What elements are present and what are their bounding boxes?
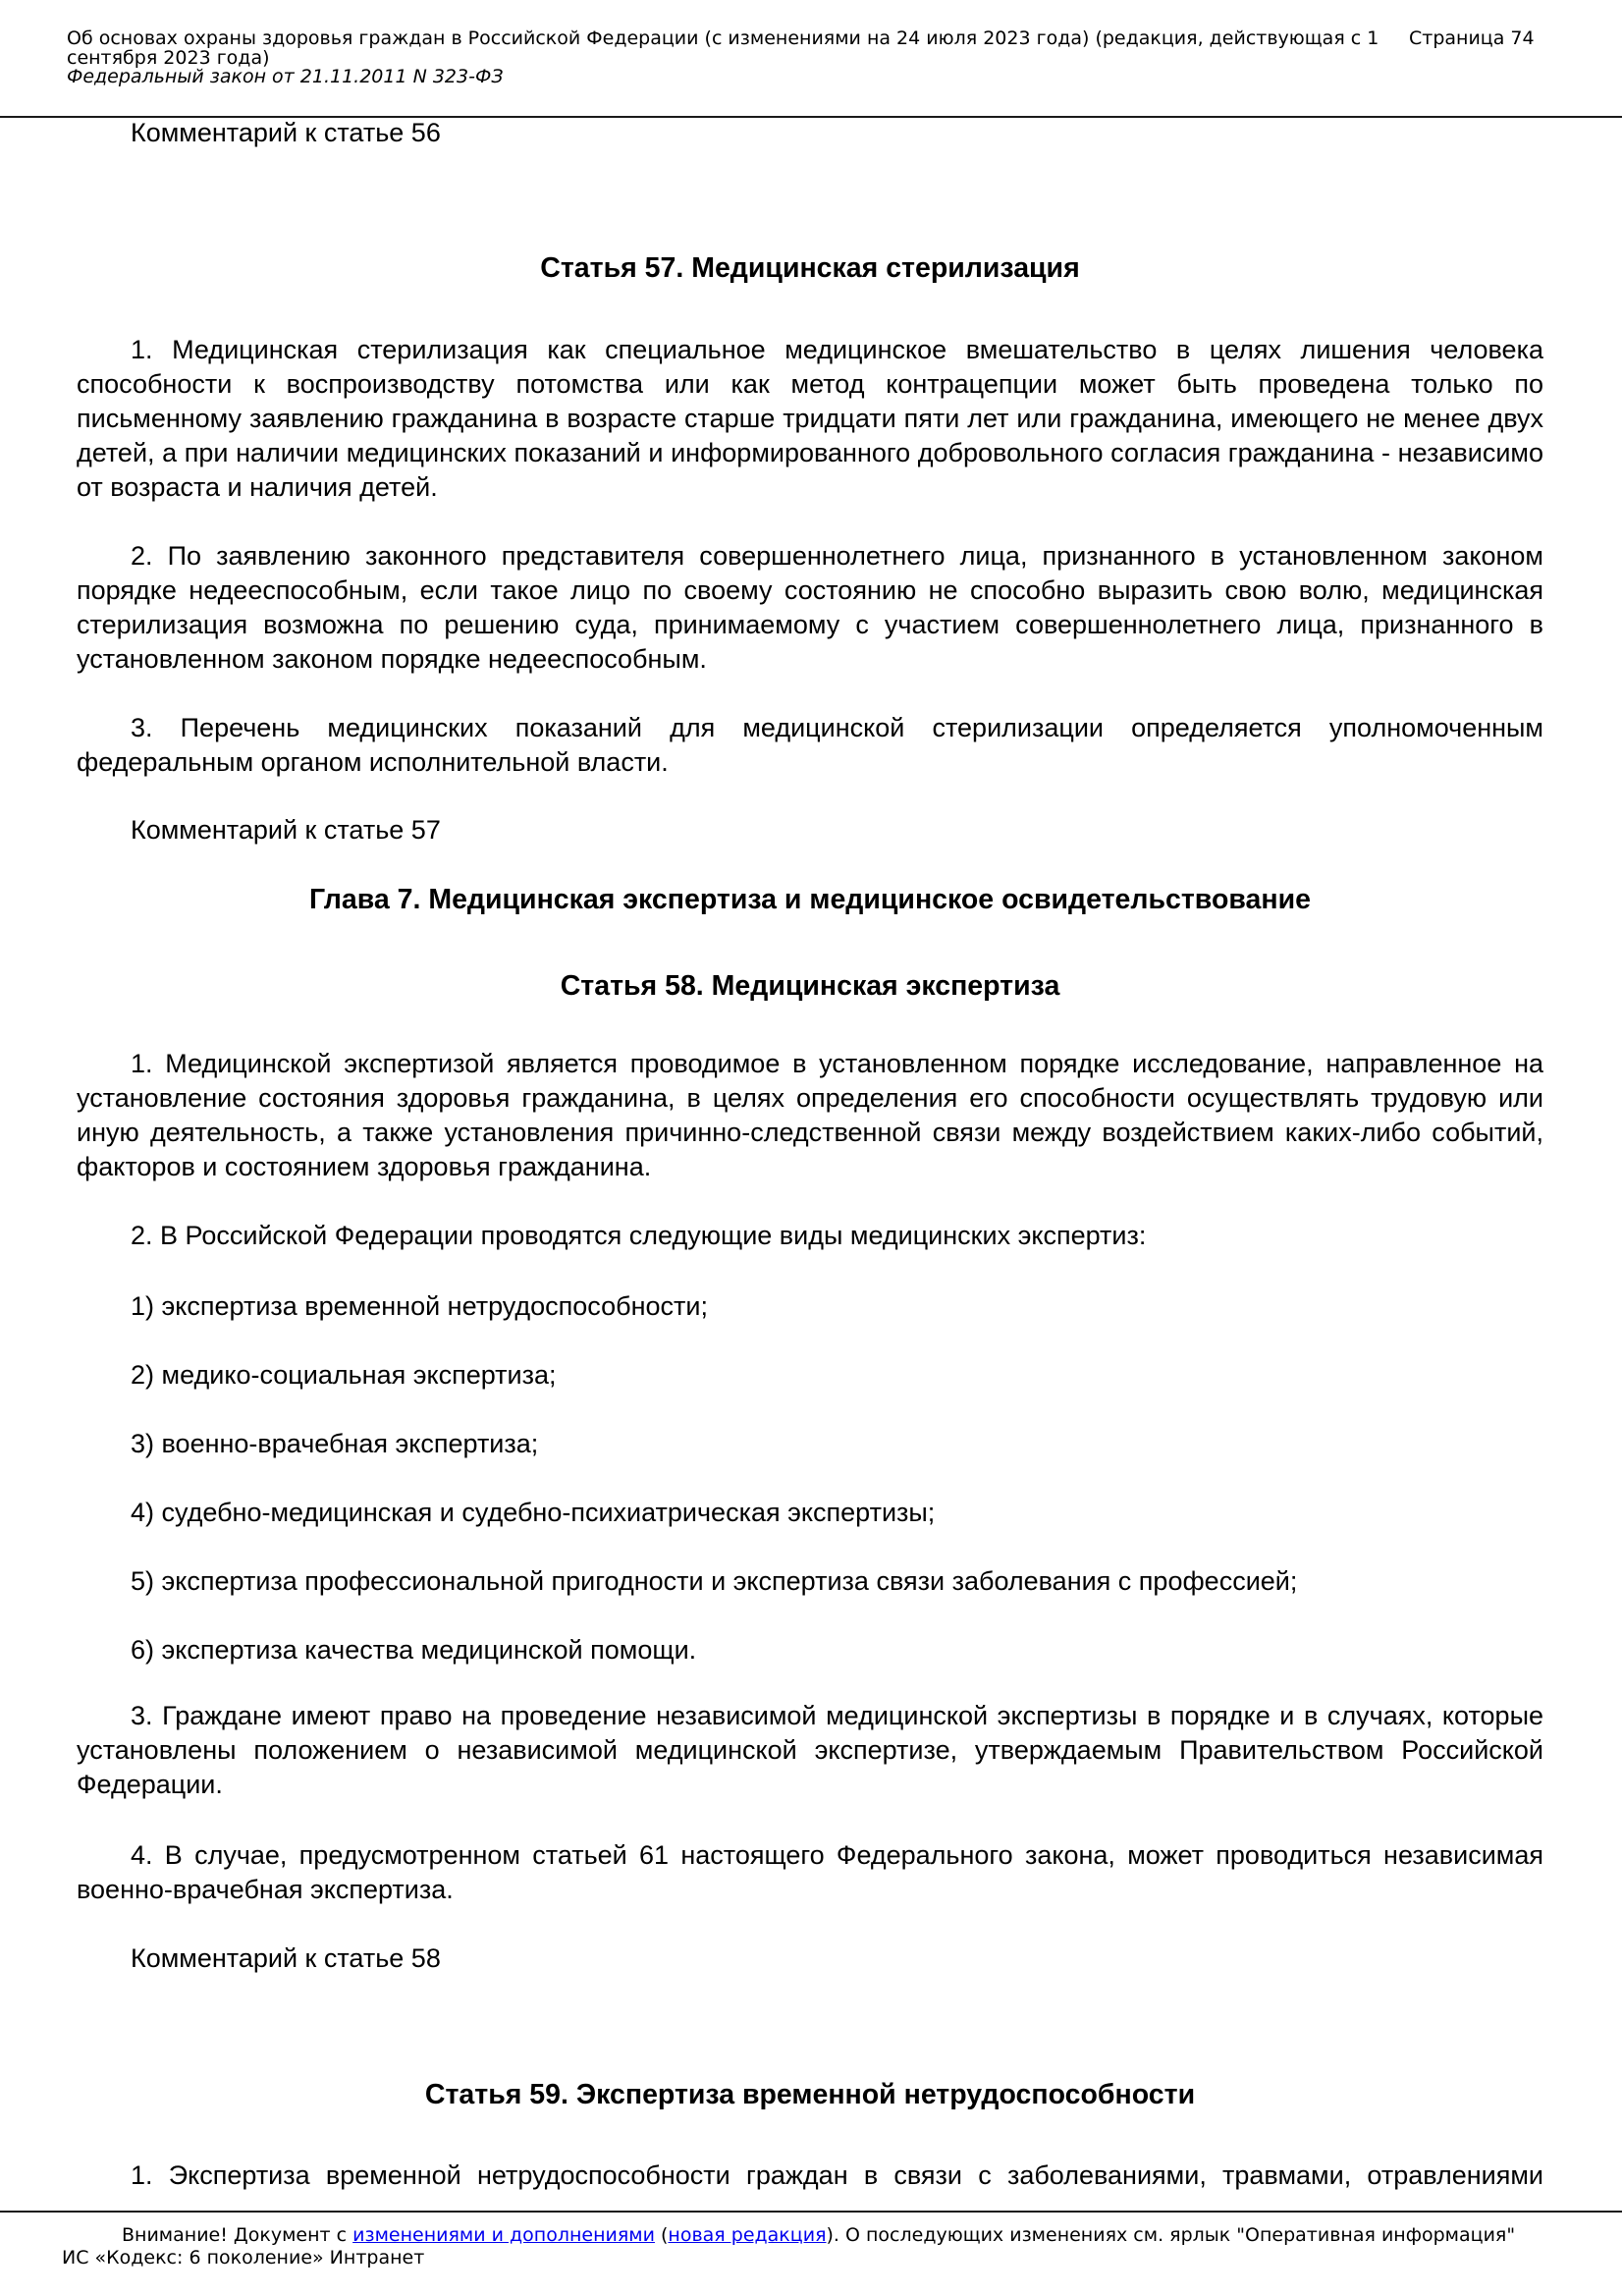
chapter-7-title: Глава 7. Медицинская экспертиза и медицинское освидетельствование [309,884,1311,915]
page-number: Страница 74 [1409,27,1535,49]
page-header [67,29,1382,87]
list-item: 3) военно-врачебная экспертиза; [131,1429,539,1458]
list-item: 5) экспертиза профессиональной пригодности и экспертиза связи заболевания с профессией; [131,1566,1298,1596]
footer-notice [122,2224,1515,2246]
article-58-paragraph-2: 2. В Российской Федерации проводятся следующие виды медицинских экспертиз: [131,1221,1147,1250]
article-58-title: Статья 58. Медицинская экспертиза [560,970,1060,1002]
article-57-title: Статья 57. Медицинская стерилизация [540,252,1080,284]
notice-paren: ( [654,2224,669,2246]
comment-link-article-57[interactable]: Комментарий к статье 57 [131,815,441,845]
document-title: Об основах охраны здоровья граждан в Российской Федерации (с изменениями на 24 июля 2023 года) (редакция, действующая с 1 сентября 2023 года) [67,27,1379,69]
list-item: 2) медико-социальная экспертиза; [131,1360,557,1390]
article-57-paragraph-2: 2. По заявлению законного представителя совершеннолетнего лица, признанного в установленном законом порядке недееспособным, если такое лицо по своему состоянию не способно выразить свою волю, медицинская стерилизация возможна по решению суда, принимаемому с участием совершеннолетнего лица, признанного в установленном законом порядке недееспособным. [77,541,1543,674]
comment-link-article-58[interactable]: Комментарий к статье 58 [131,1943,441,1973]
list-item: 4) судебно-медицинская и судебно-психиатрическая экспертизы; [131,1498,936,1527]
comment-link-article-56[interactable]: Комментарий к статье 56 [131,118,441,147]
footer-divider [0,2211,1622,2213]
article-58-paragraph-4: 4. В случае, предусмотренном статьей 61 настоящего Федерального закона, может проводиться независимая военно-врачебная экспертиза. [77,1840,1543,1904]
article-58-paragraph-3: 3. Граждане имеют право на проведение независимой медицинской экспертизы в порядке и в случаях, которые установлены положением о независимой медицинской экспертизе, утверждаемым Правительством Российской Федерации. [77,1701,1543,1799]
changes-link[interactable]: изменениями и дополнениями [352,2224,655,2246]
article-59-title: Статья 59. Экспертиза временной нетрудоспособности [424,2079,1196,2110]
new-edition-link[interactable]: новая редакция [668,2224,827,2246]
article-57-paragraph-3: 3. Перечень медицинских показаний для медицинской стерилизации определяется уполномоченным федеральным органом исполнительной власти. [77,713,1543,777]
list-item: 1) экспертиза временной нетрудоспособности; [131,1291,708,1321]
article-57-paragraph-1: 1. Медицинская стерилизация как специальное медицинское вмешательство в целях лишения человека способности к воспроизводству потомства или как метод контрацепции может быть проведена только по письменному заявлению гражданина в возрасте старше тридцати пяти лет или гражданина, имеющего не менее двух детей, а при наличии медицинских показаний и информированного добровольного согласия гражданина - независимо от возраста и наличия детей. [77,335,1543,502]
article-59-paragraph-1: 1. Экспертиза временной нетрудоспособности граждан в связи с заболеваниями, травмами, отравлениями [131,2160,1543,2190]
law-reference: Федеральный закон от 21.11.2011 N 323-ФЗ [67,66,504,87]
system-name: ИС «Кодекс: 6 поколение» Интранет [62,2247,425,2269]
notice-prefix: Внимание! Документ с [122,2224,353,2246]
article-58-paragraph-1: 1. Медицинской экспертизой является проводимое в установленном порядке исследование, направленное на установление состояния здоровья гражданина, в целях определения его способности осуществлять трудовую или иную деятельность, а также установления причинно-следственной связи между воздействием каких-либо событий, факторов и состоянием здоровья гражданина. [77,1049,1543,1181]
list-item: 6) экспертиза качества медицинской помощи. [131,1635,697,1665]
notice-suffix: ). О последующих изменениях см. ярлык "Оперативная информация" [826,2224,1516,2246]
